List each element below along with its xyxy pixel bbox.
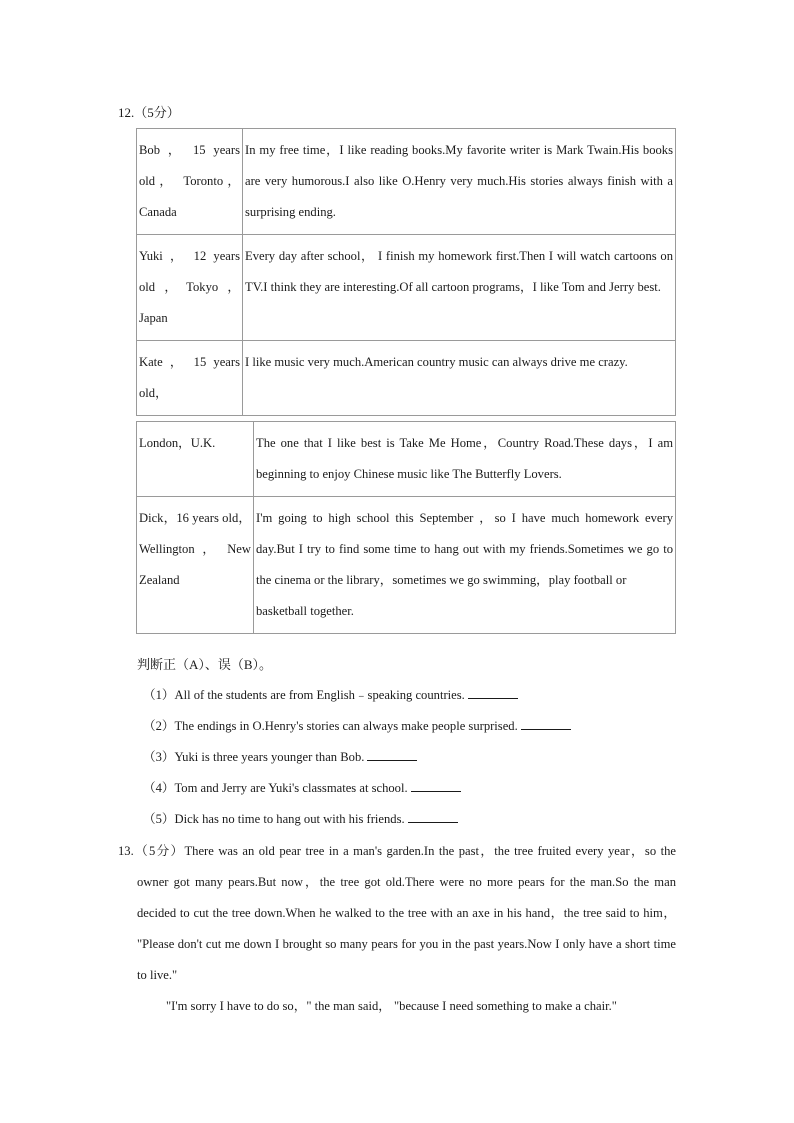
item-text: （3）Yuki is three years younger than Bob. xyxy=(143,750,365,764)
table-row xyxy=(137,341,676,416)
true-false-items xyxy=(143,680,571,835)
person-cell: Dick，16 years old，Wellington ， New Zealand xyxy=(137,497,254,634)
list-item xyxy=(143,711,571,742)
info-table-1 xyxy=(136,128,676,416)
text-cell xyxy=(254,497,676,634)
text-cell: I like music very much.American country music can always drive me crazy. xyxy=(243,341,676,416)
passage-paragraph-2: "I'm sorry I have to do so，" the man said， "because I need something to make a chair." xyxy=(166,999,617,1013)
table-row xyxy=(137,235,676,341)
person-cell: Bob ， 15 years old， Toronto， Canada xyxy=(137,129,243,235)
instruction: 判断正（A）、误（B）。 xyxy=(137,657,273,672)
answer-blank[interactable] xyxy=(367,746,417,761)
text-cell-line: basketball together. xyxy=(256,604,354,618)
table-row xyxy=(137,497,676,634)
passage-paragraph-1: 13.（5分）There was an old pear tree in a man's garden.In the past，the tree fruited every year，so the owner got many pears.But now，the tree got old.There were no more pears for the man.So the man decided to cut the tree down.When he walked to the tree with an axe in his hand，the tree said to him， "Please don't cut me down I brought so many pears for you in the past years.Now I only have a short time to live." xyxy=(118,844,676,982)
item-text: （5）Dick has no time to hang out with his friends. xyxy=(143,812,405,826)
list-item xyxy=(143,742,571,773)
person-cell: Yuki ， 12 years old，Tokyo，Japan xyxy=(137,235,243,341)
item-text: （1）All of the students are from English﹣speaking countries. xyxy=(143,688,465,702)
text-cell-line: I'm going to high school this September ，so I have much homework every day.But I try to find some time to hang out with my friends.Sometimes we go to the cinema or the library，sometimes we go swimming，play football or xyxy=(256,511,673,587)
answer-blank[interactable] xyxy=(411,777,461,792)
list-item xyxy=(143,804,571,835)
text-cell: Every day after school， I finish my homework first.Then I will watch cartoons on TV.I think they are interesting.Of all cartoon programs，I like Tom and Jerry best. xyxy=(243,235,676,341)
person-cell: London，U.K. xyxy=(137,422,254,497)
question-13 xyxy=(118,836,676,1022)
question-12-heading: 12.（5分） xyxy=(118,105,180,120)
table-row xyxy=(137,422,676,497)
answer-blank[interactable] xyxy=(468,684,518,699)
item-text: （4）Tom and Jerry are Yuki's classmates at school. xyxy=(143,781,408,795)
text-cell: The one that I like best is Take Me Home，Country Road.These days，I am beginning to enjoy Chinese music like The Butterfly Lovers. xyxy=(254,422,676,497)
item-text: （2）The endings in O.Henry's stories can always make people surprised. xyxy=(143,719,518,733)
answer-blank[interactable] xyxy=(408,808,458,823)
info-table-2 xyxy=(136,421,676,634)
answer-blank[interactable] xyxy=(521,715,571,730)
person-cell: Kate ， 15 years old， xyxy=(137,341,243,416)
list-item xyxy=(143,773,571,804)
text-cell: In my free time，I like reading books.My favorite writer is Mark Twain.His books are very humorous.I also like O.Henry very much.His stories always finish with a surprising ending. xyxy=(243,129,676,235)
table-row xyxy=(137,129,676,235)
list-item xyxy=(143,680,571,711)
